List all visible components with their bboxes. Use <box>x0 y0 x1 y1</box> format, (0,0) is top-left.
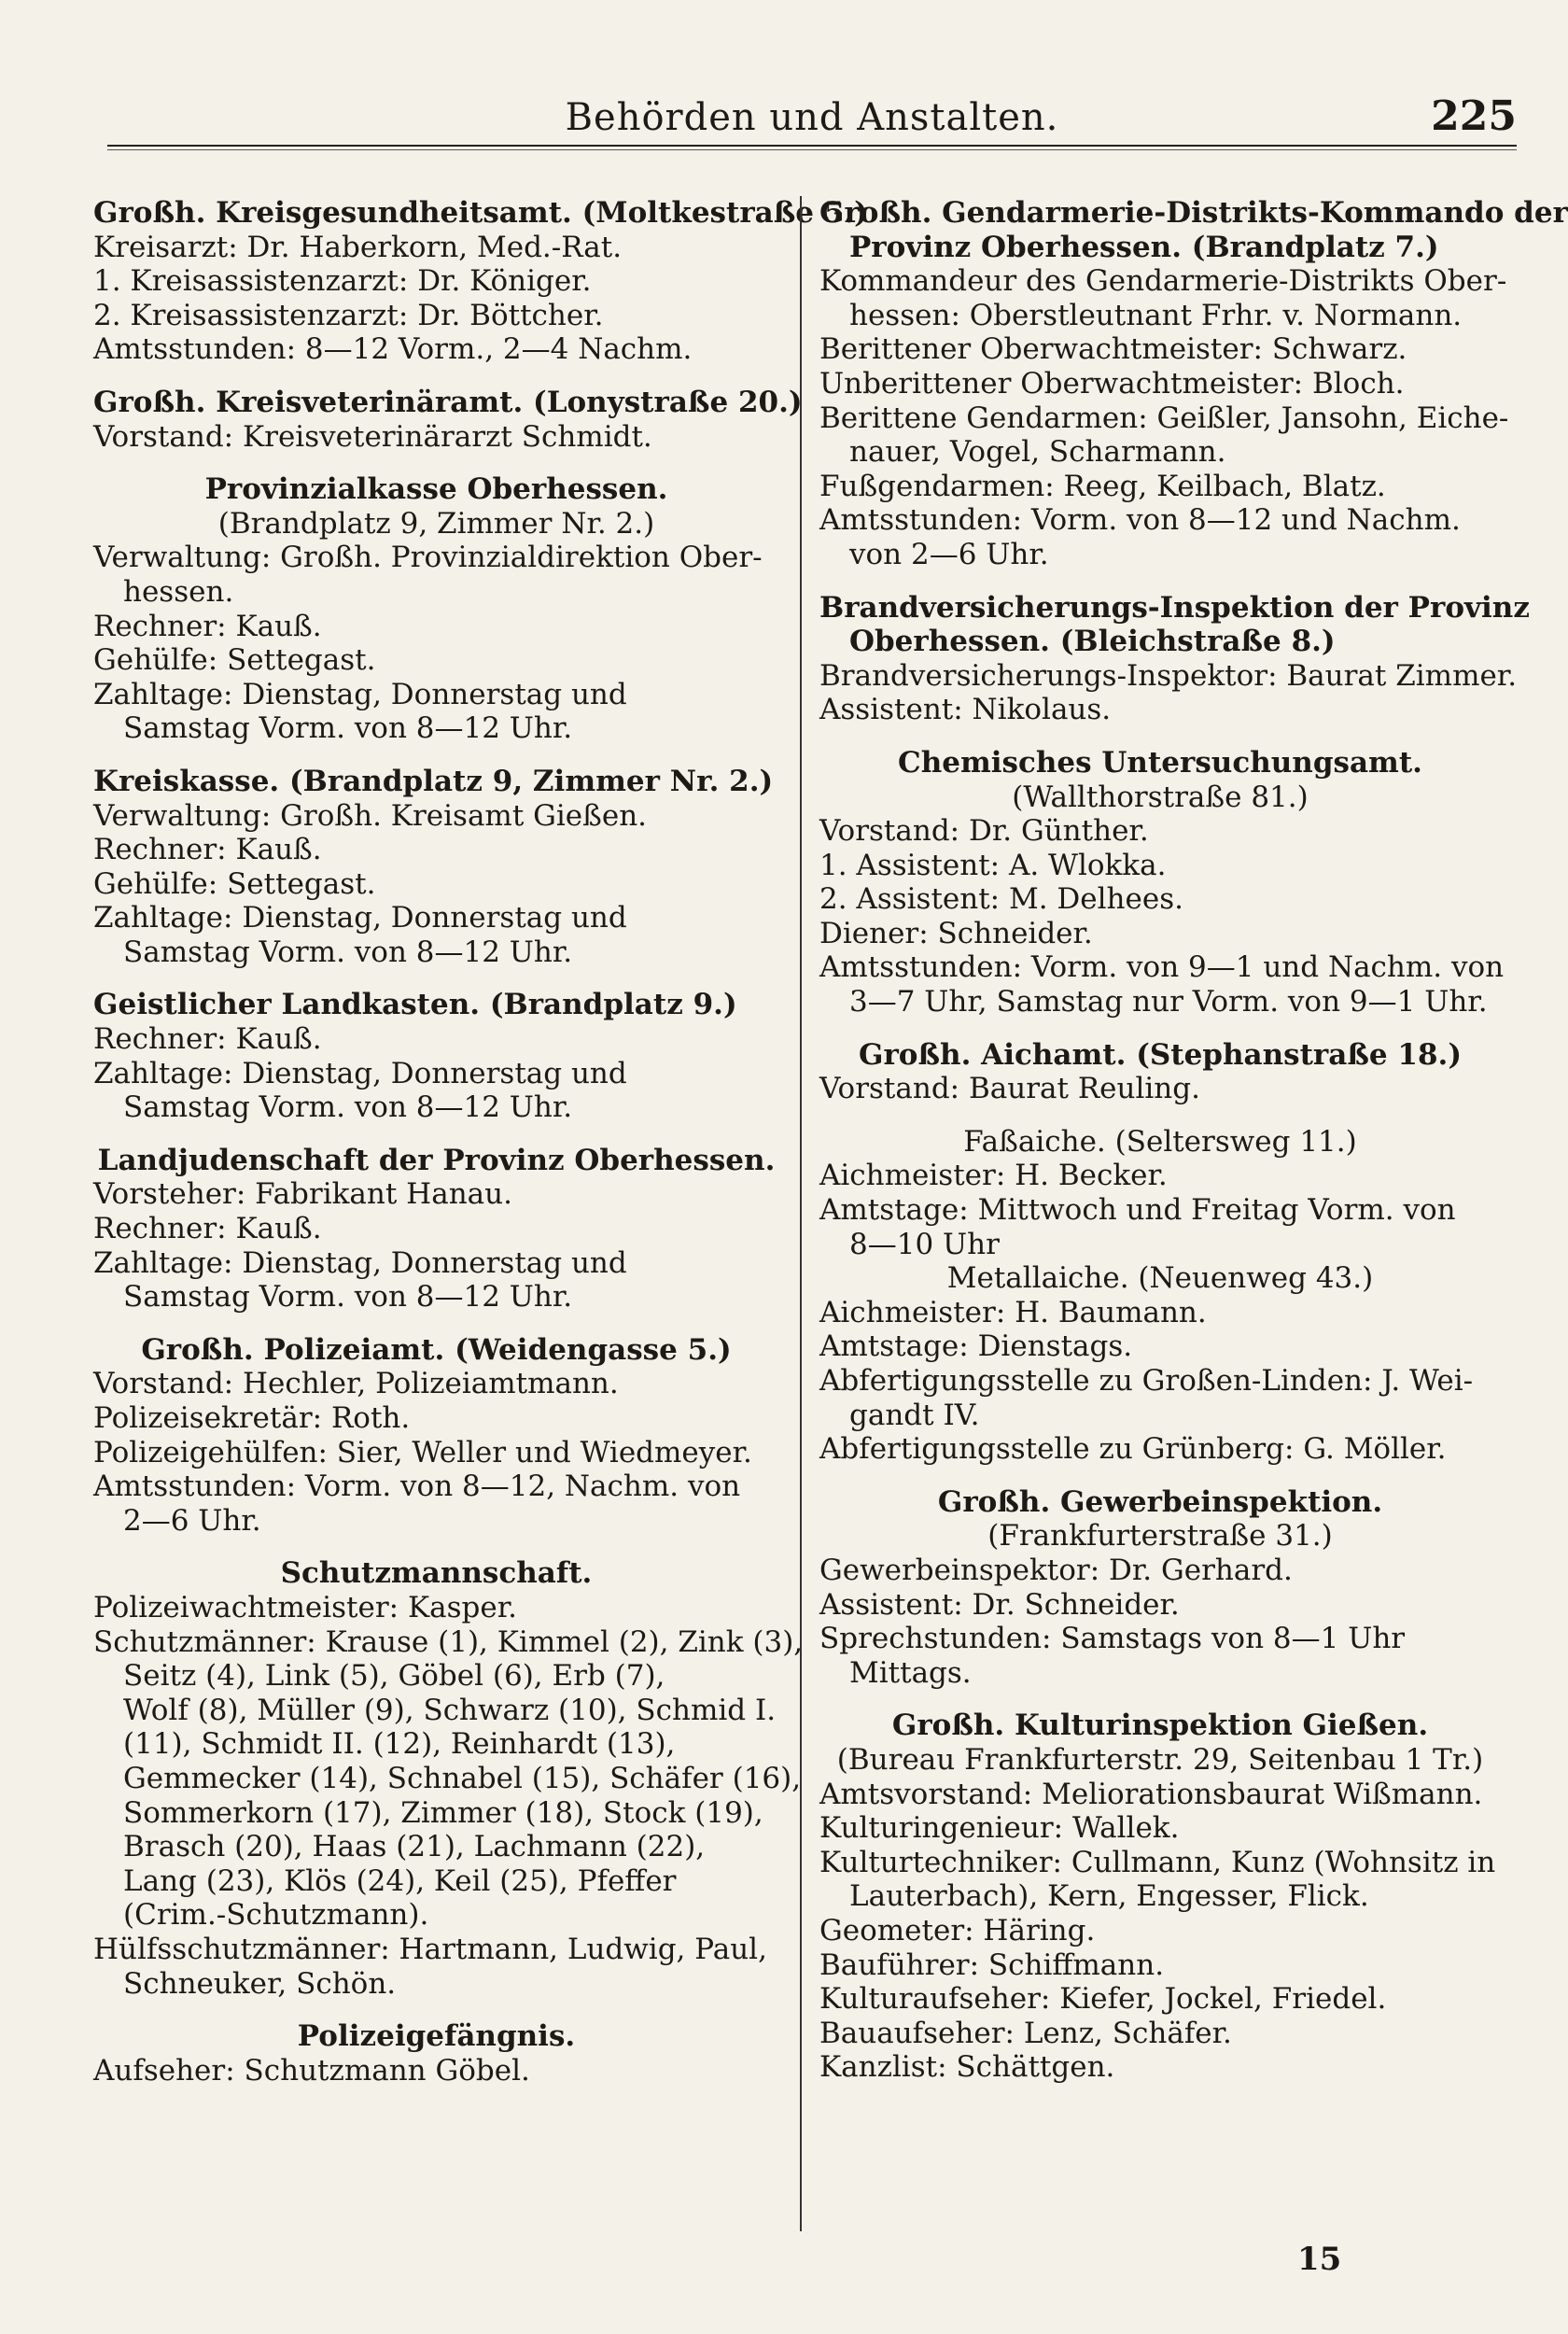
text-line: 2. Kreisassistenzarzt: Dr. Böttcher. <box>93 298 604 332</box>
text-line: Abfertigungsstelle zu Grünberg: G. Möller. <box>819 1432 1447 1467</box>
text-line: Kulturingenieur: Wallek. <box>819 1811 1180 1846</box>
section-heading: Provinzialkasse Oberhessen. <box>204 472 668 507</box>
page-header <box>107 89 1517 145</box>
text-line: Aufseher: Schutzmann Göbel. <box>93 2053 530 2088</box>
section-heading: Oberhessen. (Bleichstraße 8.) <box>849 625 1336 659</box>
text-line: Gemmecker (14), Schnabel (15), Schäfer (16), <box>123 1761 802 1795</box>
text-line: Samstag Vorm. von 8—12 Uhr. <box>123 711 573 746</box>
text-line: Bauführer: Schiffmann. <box>819 1947 1165 1982</box>
text-line: Vorstand: Hechler, Polizeiamtmann. <box>93 1367 619 1401</box>
text-line: nauer, Vogel, Scharmann. <box>849 435 1226 470</box>
text-line: Kulturtechniker: Cullmann, Kunz (Wohnsitz in <box>819 1845 1496 1879</box>
text-line: Amtstage: Dienstags. <box>819 1329 1133 1364</box>
text-line: Amtsstunden: Vorm. von 9—1 und Nachm. von <box>819 950 1505 985</box>
text-line: Diener: Schneider. <box>819 916 1093 950</box>
text-line: 3—7 Uhr, Samstag nur Vorm. von 9—1 Uhr. <box>849 985 1488 1019</box>
text-line: Lauterbach), Kern, Engesser, Flick. <box>849 1879 1369 1914</box>
text-line: Samstag Vorm. von 8—12 Uhr. <box>123 935 573 969</box>
text-line: Unberittener Oberwachtmeister: Bloch. <box>819 366 1405 401</box>
text-line: hessen. <box>123 574 234 609</box>
text-line: Vorsteher: Fabrikant Hanau. <box>93 1177 512 1212</box>
section-heading: Provinz Oberhessen. (Brandplatz 7.) <box>849 230 1439 264</box>
text-line: Gehülfe: Settegast. <box>93 866 376 901</box>
text-line: Vorstand: Baurat Reuling. <box>819 1072 1200 1106</box>
section-gap <box>819 1690 1501 1708</box>
text-line: Schutzmänner: Krause (1), Kimmel (2), Zink (3), <box>93 1624 804 1659</box>
text-line: 2. Assistent: M. Delhees. <box>819 882 1183 917</box>
text-line: 2—6 Uhr. <box>123 1503 261 1538</box>
text-line: (Crim.-Schutzmann). <box>123 1898 429 1933</box>
text-line: Polizeiwachtmeister: Kasper. <box>93 1590 517 1624</box>
header-title: Behörden und Anstalten. <box>565 96 1059 139</box>
text-line: Kanzlist: Schättgen. <box>819 2050 1115 2085</box>
text-line: Polizeigehülfen: Sier, Weller und Wiedmeyer. <box>93 1435 752 1469</box>
text-line: gandt IV. <box>849 1398 980 1432</box>
header-rule <box>107 145 1517 147</box>
column-divider <box>800 196 802 2231</box>
footer-signature: 15 <box>1297 2241 1342 2278</box>
text-line: Brandversicherungs-Inspektor: Baurat Zimmer. <box>819 658 1518 693</box>
text-line: Abfertigungsstelle zu Großen-Linden: J. Wei- <box>819 1364 1474 1398</box>
section-gap <box>93 2001 779 2019</box>
text-line: Seitz (4), Link (5), Göbel (6), Erb (7), <box>123 1659 665 1694</box>
section-gap <box>93 1538 779 1556</box>
section-heading: Großh. Gewerbeinspektion. <box>937 1484 1383 1519</box>
text-line: von 2—6 Uhr. <box>849 537 1049 571</box>
section-heading: Großh. Gendarmerie-Distrikts-Kommando der <box>819 196 1568 230</box>
text-line: Rechner: Kauß. <box>93 1212 322 1246</box>
text-line: Vorstand: Dr. Günther. <box>819 814 1149 849</box>
text-line: Amtsstunden: Vorm. von 8—12 und Nachm. <box>819 503 1461 538</box>
text-line: Wolf (8), Müller (9), Schwarz (10), Schmid I. <box>123 1693 777 1727</box>
text-line: Rechner: Kauß. <box>93 609 322 643</box>
text-line: Zahltage: Dienstag, Donnerstag und <box>93 677 627 711</box>
text-line: hessen: Oberstleutnant Frhr. v. Normann. <box>849 298 1463 332</box>
right-column <box>819 196 1568 2085</box>
section-heading: Kreiskasse. (Brandplatz 9, Zimmer Nr. 2.) <box>93 764 774 798</box>
text-line: Kreisarzt: Dr. Haberkorn, Med.-Rat. <box>93 230 623 264</box>
text-line: Amtstage: Mittwoch und Freitag Vorm. von <box>819 1193 1456 1228</box>
text-line: Samstag Vorm. von 8—12 Uhr. <box>123 1280 573 1315</box>
section-gap <box>93 1315 779 1333</box>
section-heading: Polizeigefängnis. <box>297 2019 576 2054</box>
text-line: Berittene Gendarmen: Geißler, Jansohn, Eiche- <box>819 401 1509 435</box>
section-gap <box>93 969 779 988</box>
text-line: Sprechstunden: Samstags von 8—1 Uhr <box>819 1622 1406 1656</box>
section-heading: Geistlicher Landkasten. (Brandplatz 9.) <box>93 988 737 1022</box>
section-heading: Großh. Kreisgesundheitsamt. (Moltkestraße 5.) <box>93 196 868 230</box>
text-line: Berittener Oberwachtmeister: Schwarz. <box>819 332 1407 367</box>
section-heading: Chemisches Untersuchungsamt. <box>898 745 1422 780</box>
text-line: Aichmeister: H. Becker. <box>819 1159 1168 1193</box>
text-line: (Brandplatz 9, Zimmer Nr. 2.) <box>217 506 655 541</box>
text-line: Vorstand: Kreisveterinärarzt Schmidt. <box>93 419 652 454</box>
text-line: Gehülfe: Settegast. <box>93 643 376 678</box>
text-line: (Bureau Frankfurterstr. 29, Seitenbau 1 Tr.) <box>836 1742 1484 1777</box>
text-line: Verwaltung: Großh. Provinzialdirektion Ober- <box>93 541 763 575</box>
text-line: Verwaltung: Großh. Kreisamt Gießen. <box>93 798 648 833</box>
text-line: Zahltage: Dienstag, Donnerstag und <box>93 901 627 935</box>
section-heading: Großh. Aichamt. (Stephanstraße 18.) <box>859 1037 1462 1072</box>
text-line: Zahltage: Dienstag, Donnerstag und <box>93 1245 627 1280</box>
text-line: Hülfsschutzmänner: Hartmann, Ludwig, Paul, <box>93 1932 767 1966</box>
text-line: Kulturaufseher: Kiefer, Jockel, Friedel. <box>819 1982 1387 2017</box>
left-column <box>93 196 868 2088</box>
text-line: (11), Schmidt II. (12), Reinhardt (13), <box>123 1727 676 1762</box>
text-line: Polizeisekretär: Roth. <box>93 1401 411 1435</box>
text-line: Samstag Vorm. von 8—12 Uhr. <box>123 1090 573 1125</box>
text-line: Aichmeister: H. Baumann. <box>819 1295 1207 1329</box>
text-line: 1. Assistent: A. Wlokka. <box>819 848 1167 882</box>
section-gap <box>93 746 779 765</box>
text-line: Mittags. <box>849 1655 972 1690</box>
section-heading: Brandversicherungs-Inspektion der Provinz <box>819 590 1530 625</box>
section-gap <box>819 1106 1501 1125</box>
text-line: Lang (23), Klös (24), Keil (25), Pfeffer <box>123 1863 677 1898</box>
section-gap <box>93 1125 779 1144</box>
section-heading: Landjudenschaft der Provinz Oberhessen. <box>97 1143 776 1177</box>
text-line: (Frankfurterstraße 31.) <box>987 1519 1333 1554</box>
page-number: 225 <box>1431 92 1517 140</box>
text-line: Zahltage: Dienstag, Donnerstag und <box>93 1056 627 1090</box>
section-gap <box>819 572 1501 591</box>
text-line: (Wallthorstraße 81.) <box>1012 780 1309 814</box>
text-line: Rechner: Kauß. <box>93 833 322 867</box>
text-line: Faßaiche. (Seltersweg 11.) <box>963 1124 1357 1159</box>
section-heading: Schutzmannschaft. <box>280 1556 593 1591</box>
section-heading: Großh. Polizeiamt. (Weidengasse 5.) <box>141 1332 732 1367</box>
header-rule-thin <box>107 149 1517 150</box>
text-line: Amtsstunden: 8—12 Vorm., 2—4 Nachm. <box>93 332 693 367</box>
section-gap <box>93 367 779 386</box>
text-line: Assistent: Nikolaus. <box>819 693 1112 727</box>
text-line: Bauaufseher: Lenz, Schäfer. <box>819 2016 1232 2050</box>
text-line: 8—10 Uhr <box>849 1227 1000 1261</box>
text-line: Brasch (20), Haas (21), Lachmann (22), <box>123 1830 706 1864</box>
section-heading: Großh. Kreisveterinäramt. (Lonystraße 20.) <box>93 385 803 419</box>
section-heading: Großh. Kulturinspektion Gießen. <box>891 1708 1429 1743</box>
text-line: Geometer: Häring. <box>819 1913 1096 1947</box>
section-gap <box>819 727 1501 746</box>
text-line: Gewerbeinspektor: Dr. Gerhard. <box>819 1553 1293 1587</box>
text-line: Metallaiche. (Neuenweg 43.) <box>946 1261 1374 1296</box>
text-line: Fußgendarmen: Reeg, Keilbach, Blatz. <box>819 469 1386 503</box>
text-line: Rechner: Kauß. <box>93 1022 322 1057</box>
text-line: Kommandeur des Gendarmerie-Distrikts Ober- <box>819 264 1507 299</box>
text-line: Amtsvorstand: Meliorationsbaurat Wißmann. <box>819 1777 1483 1811</box>
section-gap <box>819 1019 1501 1038</box>
text-line: Amtsstunden: Vorm. von 8—12, Nachm. von <box>93 1469 741 1504</box>
text-line: 1. Kreisassistenzarzt: Dr. Königer. <box>93 264 592 299</box>
text-line: Sommerkorn (17), Zimmer (18), Stock (19), <box>123 1795 763 1830</box>
section-gap <box>93 454 779 472</box>
text-line: Assistent: Dr. Schneider. <box>819 1587 1180 1622</box>
section-gap <box>819 1467 1501 1485</box>
text-line: Schneuker, Schön. <box>123 1966 397 2001</box>
